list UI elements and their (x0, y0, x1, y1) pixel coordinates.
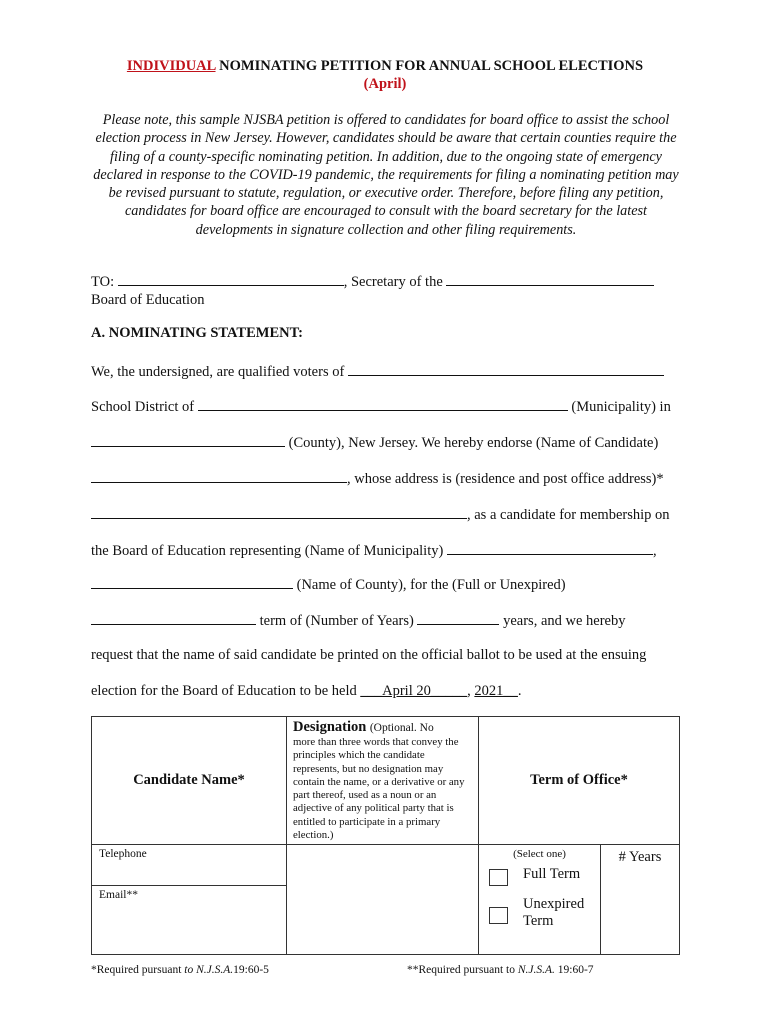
to-label: TO: (91, 274, 115, 290)
footer-right-note (407, 964, 594, 976)
statement-line-4 (91, 468, 664, 488)
title-subtitle: (April) (363, 76, 407, 92)
unexpired-term-checkbox[interactable] (489, 907, 508, 924)
section-a-heading: A. NOMINATING STATEMENT: (91, 325, 304, 341)
name-of-county-field[interactable] (91, 574, 293, 589)
candidate-name-header: Candidate Name* (92, 717, 287, 845)
notice-paragraph: Please note, this sample NJSBA petition is offered to candidates for board office to assist the school election process in New Jersey. However, candidates should be aware that certain counties require the filing of a county-specific nominating petition. In addition, due to the ongoing state of emergency declared in response to the COVID-19 pandemic, the requirements for filing a nominating petition may be revised pursuant to statute, regulation, or executive order. Therefore, before filing any petition, candidates for board office are encouraged to consult with the board secretary for the latest developments in signature collection and other filing requirements. (93, 112, 679, 238)
unexpired-term-option[interactable] (489, 896, 600, 930)
board-of-education-label: Board of Education (91, 292, 205, 308)
statement-line-7 (91, 574, 566, 594)
statement-line-6 (91, 540, 657, 560)
term-select-cell (479, 845, 601, 955)
title-individual: INDIVIDUAL (126, 58, 216, 74)
petition-title (0, 57, 770, 93)
full-term-option[interactable] (489, 866, 600, 886)
address-field[interactable] (91, 504, 467, 519)
board-name-field[interactable] (118, 271, 344, 286)
designation-input-cell[interactable] (287, 845, 479, 955)
full-term-checkbox[interactable] (489, 869, 508, 886)
unexpired-term-label: Unexpired Term (523, 896, 585, 930)
statement-text: , whose address is (residence and post office address)* (347, 471, 664, 487)
statement-text: We, the undersigned, are qualified voters of (91, 364, 345, 380)
statement-line-9: request that the name of said candidate be printed on the official ballot to be used at the ensuing (91, 647, 647, 663)
board-of-field[interactable] (446, 271, 654, 286)
statement-line-1 (91, 361, 664, 381)
election-date[interactable]: ___April 20_____ (360, 683, 468, 699)
statement-text: election for the Board of Education to be held (91, 683, 357, 699)
statement-line-8 (91, 610, 626, 630)
statement-line-2 (91, 396, 671, 416)
statement-text: , as a candidate for membership on (467, 507, 670, 523)
telephone-label: Telephone (99, 848, 147, 861)
statement-text: (County), New Jersey. We hereby endorse (Name of Candidate) (288, 435, 659, 451)
statement-text: term of (Number of Years) (259, 613, 414, 629)
full-term-label: Full Term (523, 866, 581, 883)
statement-text: (Municipality) in (571, 399, 671, 415)
school-district-field[interactable] (198, 396, 568, 411)
statement-line-5 (91, 504, 670, 524)
number-of-years-field[interactable] (417, 610, 499, 625)
designation-instructions: more than three words that convey the principles which the candidate represents, but no designation may contain the name, or a derivative or any part thereof, used as a noun or an adjective of any political party that is entitled to participate in a primary election.) (293, 736, 465, 842)
years-cell[interactable] (601, 845, 680, 955)
statement-text: School District of (91, 399, 195, 415)
county-field[interactable] (91, 432, 285, 447)
years-label: # Years (618, 849, 662, 866)
footer-text: 19:60-5 (233, 964, 269, 976)
telephone-cell[interactable] (92, 845, 287, 886)
statement-text: years, and we hereby (503, 613, 626, 629)
email-cell[interactable] (92, 886, 287, 955)
designation-title: Designation (293, 719, 367, 735)
statement-line-10 (91, 682, 521, 700)
footer-text: **Required pursuant to (407, 964, 518, 976)
statement-text: . (517, 683, 522, 699)
footer-citation: N.J.S.A. (517, 964, 555, 976)
title-rest: NOMINATING PETITION FOR ANNUAL SCHOOL ELECTIONS (215, 58, 644, 74)
qualified-voters-field[interactable] (348, 361, 664, 376)
statement-text: , (467, 683, 475, 699)
footer-citation: to N.J.S.A. (184, 964, 234, 976)
term-of-office-header: Term of Office* (479, 717, 680, 845)
statement-line-3 (91, 432, 658, 452)
statement-text: (Name of County), for the (Full or Unexpired) (296, 577, 566, 593)
select-one-label: (Select one) (513, 848, 566, 861)
footer-text: 19:60-7 (554, 964, 594, 976)
footer-left-note (91, 964, 269, 976)
designation-optional: (Optional. No (369, 722, 434, 734)
designation-header (287, 717, 479, 845)
email-label: Email** (99, 889, 138, 902)
statement-text: the Board of Education representing (Name of Municipality) (91, 543, 444, 559)
candidate-table (91, 716, 680, 955)
footer-text: *Required pursuant (91, 964, 185, 976)
term-type-field[interactable] (91, 610, 256, 625)
secretary-label: , Secretary of the (343, 274, 443, 290)
candidate-name-field[interactable] (91, 468, 347, 483)
election-year[interactable]: 2021__ (474, 683, 518, 699)
municipality-field[interactable] (447, 540, 653, 555)
statement-text: , (652, 543, 657, 559)
to-line (91, 271, 654, 291)
